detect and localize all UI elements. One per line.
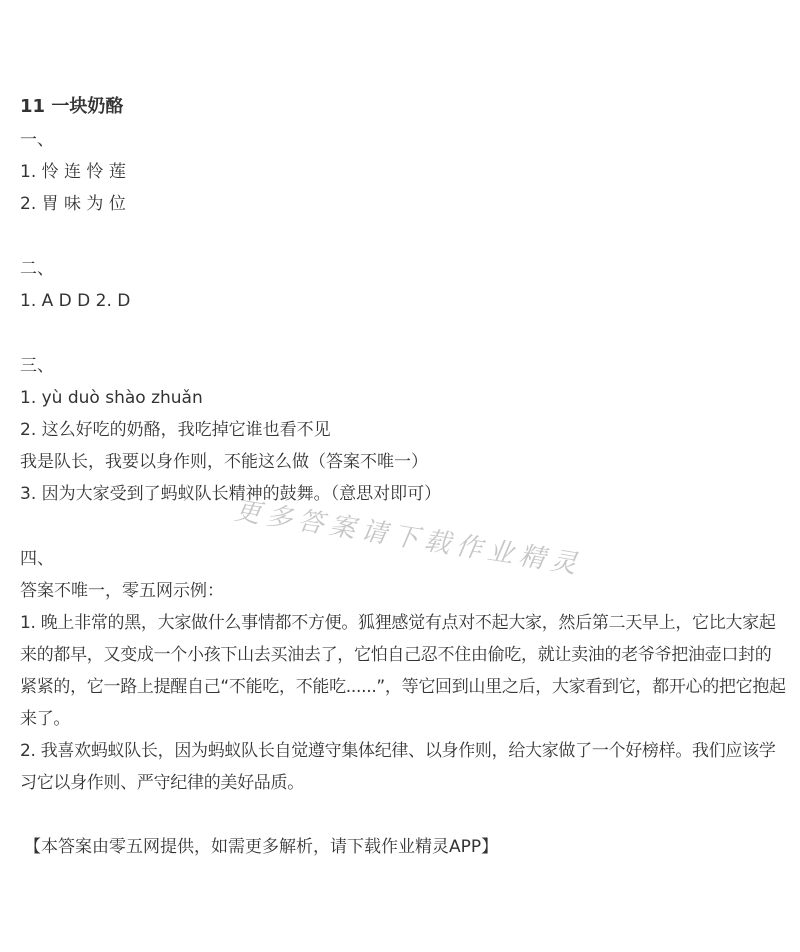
section-4-intro: 答案不唯一，零五网示例：: [20, 581, 224, 601]
section-3-heading: 三、: [20, 356, 54, 376]
section-3-line-4: 3. 因为大家受到了蚂蚁队长精神的鼓舞。（意思对即可）: [20, 484, 442, 504]
section-4-heading: 四、: [20, 549, 54, 569]
section-3-line-3: 我是队长，我要以身作则，不能这么做（答案不唯一）: [20, 452, 428, 472]
section-1-heading: 一、: [20, 130, 54, 150]
page-title: 11 一块奶酪: [20, 96, 124, 117]
section-2-heading: 二、: [20, 259, 54, 279]
section-1-line-2: 2. 胃 味 为 位: [20, 194, 126, 214]
section-3-line-1: 1. yù duò shào zhuǎn: [20, 388, 203, 408]
section-1-line-1: 1. 怜 连 怜 莲: [20, 162, 126, 182]
section-2-line-1: 1. A D D 2. D: [20, 291, 131, 311]
section-4-paragraph-2: 2. 我喜欢蚂蚁队长，因为蚂蚁队长自觉遵守集体纪律、以身作则，给大家做了一个好榜样。我们应该学习它以身作则、严守纪律的美好品质。: [20, 741, 776, 793]
watermark-text: 更多答案请下载作业精灵: [232, 495, 585, 581]
footer-note: 【本答案由零五网提供，如需更多解析，请下载作业精灵APP】: [24, 837, 499, 857]
section-3-line-2: 2. 这么好吃的奶酪，我吃掉它谁也看不见: [20, 420, 331, 440]
section-4-paragraph-1: 1. 晚上非常的黑，大家做什么事情都不方便。狐狸感觉有点对不起大家，然后第二天早上，它比大家起来的都早，又变成一个小孩下山去买油去了，它怕自己忍不住由偷吃，就让卖油的老爷爷把油壶口封的紧紧的，它一路上提醒自己“不能吃，不能吃......”，等它回到山里之后，大家看到它，都开心的把它抱起来了。: [20, 613, 786, 729]
